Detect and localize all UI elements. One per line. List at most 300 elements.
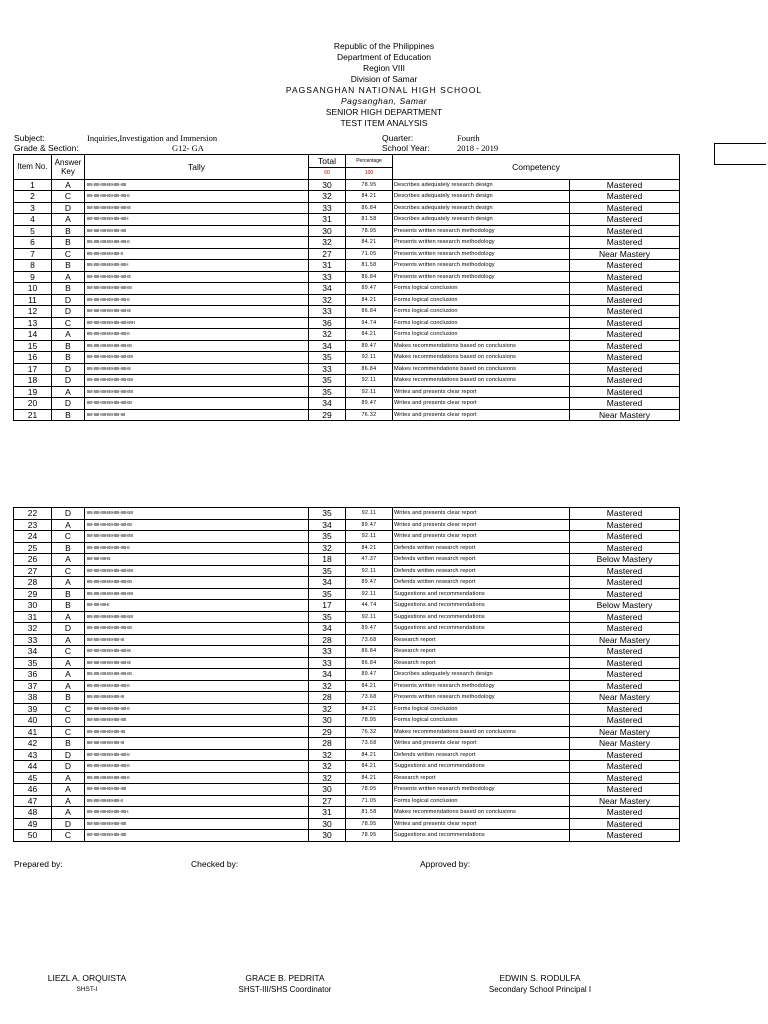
percentage-cell: 86.84 [346, 306, 393, 318]
total-cell: 32 [309, 772, 346, 784]
total-cell: 33 [309, 271, 346, 283]
competency-cell: Research report [393, 634, 570, 646]
competency-cell: Forms logical conclusion [393, 795, 570, 807]
table-row [14, 271, 680, 283]
competency-cell: Writes and presents clear report [393, 519, 570, 531]
item-no-cell: 49 [14, 818, 52, 830]
answer-key-cell: C [52, 317, 85, 329]
table-row [14, 294, 680, 306]
mastery-status-cell: Mastered [570, 761, 680, 773]
mastery-status-cell: Mastered [570, 363, 680, 375]
mastery-status-cell: Below Mastery [570, 554, 680, 566]
header-town: Pagsanghan, Samar [341, 96, 427, 106]
total-cell: 32 [309, 329, 346, 341]
mastery-status-cell: Near Mastery [570, 726, 680, 738]
mastery-status-cell: Near Mastery [570, 409, 680, 421]
item-no-cell: 23 [14, 519, 52, 531]
mastery-status-cell: Mastered [570, 191, 680, 203]
tally-cell: IIIII-IIIII-IIIII-IIIII-IIIII-IIIII-II [85, 680, 309, 692]
competency-cell: Defends written research report [393, 749, 570, 761]
header-school-name: PAGSANGHAN NATIONAL HIGH SCHOOL [285, 85, 483, 95]
total-cell: 32 [309, 761, 346, 773]
table-row [14, 657, 680, 669]
item-no-cell: 27 [14, 565, 52, 577]
percentage-cell: 89.47 [346, 283, 393, 295]
mastery-status-cell: Mastered [570, 329, 680, 341]
total-cell: 29 [309, 409, 346, 421]
competency-cell: Describes adequately research design [393, 202, 570, 214]
table-row [14, 818, 680, 830]
mastery-status-cell: Mastered [570, 784, 680, 796]
answer-key-cell: A [52, 329, 85, 341]
mastery-status-cell: Mastered [570, 340, 680, 352]
answer-key-cell: A [52, 554, 85, 566]
tally-cell: IIIII-IIIII-IIIII-IIIII-IIIII-IIIII-IIIII [85, 375, 309, 387]
mastery-status-cell: Mastered [570, 703, 680, 715]
item-no-cell: 31 [14, 611, 52, 623]
answer-key-cell: C [52, 248, 85, 260]
item-no-cell: 19 [14, 386, 52, 398]
item-no-cell: 37 [14, 680, 52, 692]
table-row [14, 646, 680, 658]
tally-cell: IIIII-IIIII-IIIII-IIIII-IIIII-IIIII-IIII [85, 283, 309, 295]
header-tally: Tally [85, 155, 309, 180]
table-row [14, 306, 680, 318]
total-cell: 35 [309, 531, 346, 543]
answer-key-cell: A [52, 657, 85, 669]
item-no-cell: 30 [14, 600, 52, 612]
item-no-cell: 20 [14, 398, 52, 410]
table-row [14, 634, 680, 646]
table-row [14, 623, 680, 635]
percentage-cell: 89.47 [346, 669, 393, 681]
total-cell: 33 [309, 202, 346, 214]
table-row [14, 565, 680, 577]
mastery-status-cell: Near Mastery [570, 634, 680, 646]
table-row [14, 398, 680, 410]
table-row [14, 329, 680, 341]
percentage-cell: 84.21 [346, 703, 393, 715]
table-row [14, 761, 680, 773]
competency-cell: Writes and presents clear report [393, 398, 570, 410]
item-no-cell: 13 [14, 317, 52, 329]
item-no-cell: 14 [14, 329, 52, 341]
mastery-status-cell: Mastered [570, 306, 680, 318]
school-year-label: School Year: [382, 143, 430, 153]
item-no-cell: 25 [14, 542, 52, 554]
tally-cell: IIIII-IIIII-IIIII-IIIII-IIIII-IIII [85, 726, 309, 738]
total-cell: 30 [309, 225, 346, 237]
approved-by-label: Approved by: [420, 859, 471, 869]
total-cell: 34 [309, 577, 346, 589]
total-cell: 35 [309, 352, 346, 364]
checked-role: SHST-III/SHS Coordinator [238, 985, 332, 994]
mastery-status-cell: Mastered [570, 715, 680, 727]
answer-key-cell: C [52, 565, 85, 577]
competency-cell: Makes recommendations based on conclusions [393, 807, 570, 819]
answer-key-cell: A [52, 179, 85, 191]
total-cell: 30 [309, 830, 346, 842]
answer-key-cell: D [52, 749, 85, 761]
percentage-cell: 92.11 [346, 386, 393, 398]
tally-cell: IIIII-IIIII-IIIII-IIIII-IIIII-IIIII-III [85, 202, 309, 214]
item-no-cell: 33 [14, 634, 52, 646]
competency-cell: Presents written research methodology [393, 784, 570, 796]
percentage-cell: 78.95 [346, 830, 393, 842]
tally-cell: IIIII-IIIII-IIIII-II [85, 600, 309, 612]
tally-cell: IIIII-IIIII-IIIII-IIIII-IIIII-II [85, 795, 309, 807]
table-row [14, 692, 680, 704]
answer-key-cell: D [52, 375, 85, 387]
mastery-status-cell: Mastered [570, 807, 680, 819]
competency-cell: Research report [393, 646, 570, 658]
item-no-cell: 32 [14, 623, 52, 635]
checked-by-label: Checked by: [191, 859, 239, 869]
mastery-status-cell: Near Mastery [570, 692, 680, 704]
mastery-status-cell: Mastered [570, 669, 680, 681]
percentage-cell: 81.58 [346, 214, 393, 226]
answer-key-cell: B [52, 409, 85, 421]
header-region: Region VIII [362, 63, 406, 73]
answer-key-cell: B [52, 283, 85, 295]
table-row [14, 363, 680, 375]
table-row [14, 508, 680, 520]
item-no-cell: 16 [14, 352, 52, 364]
item-no-cell: 45 [14, 772, 52, 784]
school-year-value: 2018 - 2019 [457, 143, 499, 153]
total-cell: 33 [309, 363, 346, 375]
answer-key-cell: C [52, 715, 85, 727]
signer-checked [205, 973, 365, 995]
answer-key-cell: D [52, 363, 85, 375]
answer-key-cell: A [52, 784, 85, 796]
mastery-status-cell: Mastered [570, 386, 680, 398]
total-cell: 31 [309, 214, 346, 226]
total-cell: 27 [309, 248, 346, 260]
percentage-cell: 47.37 [346, 554, 393, 566]
table-row [14, 738, 680, 750]
table-row [14, 680, 680, 692]
table-row [14, 225, 680, 237]
competency-cell: Research report [393, 657, 570, 669]
competency-cell: Defends written research report [393, 554, 570, 566]
tally-cell: IIIII-IIIII-IIIII-IIIII-IIIII-IIIII-I [85, 260, 309, 272]
percentage-cell: 76.32 [346, 726, 393, 738]
tally-cell: IIIII-IIIII-IIIII-IIIII-IIIII-IIIII-IIII [85, 669, 309, 681]
competency-cell: Presents written research methodology [393, 248, 570, 260]
mastery-status-cell: Mastered [570, 352, 680, 364]
item-no-cell: 22 [14, 508, 52, 520]
tally-cell: IIIII-IIIII-IIIII-IIIII-IIIII-IIIII [85, 179, 309, 191]
answer-key-cell: A [52, 611, 85, 623]
item-no-cell: 21 [14, 409, 52, 421]
percentage-cell: 84.21 [346, 680, 393, 692]
percentage-cell: 86.84 [346, 271, 393, 283]
total-cell: 28 [309, 692, 346, 704]
competency-cell: Suggestions and recommendations [393, 600, 570, 612]
mastery-status-cell: Mastered [570, 283, 680, 295]
table-row [14, 807, 680, 819]
competency-cell: Suggestions and recommendations [393, 623, 570, 635]
total-cell: 18 [309, 554, 346, 566]
mastery-status-cell: Mastered [570, 237, 680, 249]
table-row [14, 795, 680, 807]
table-row [14, 554, 680, 566]
item-no-cell: 17 [14, 363, 52, 375]
mastery-status-cell: Mastered [570, 214, 680, 226]
percentage-cell: 94.74 [346, 317, 393, 329]
tally-cell: IIIII-IIIII-IIIII-IIIII-IIIII-IIIII-III [85, 363, 309, 375]
table-row [14, 352, 680, 364]
approved-role: Secondary School Principal I [488, 985, 592, 994]
tally-cell: IIIII-IIIII-IIIII-IIIII-IIIII-IIIII-IIIII [85, 565, 309, 577]
tally-cell: IIIII-IIIII-IIIII-IIIII-IIIII-IIIII [85, 830, 309, 842]
page-title: TEST ITEM ANALYSIS [340, 118, 428, 128]
section-value: G12- GA [172, 143, 204, 153]
competency-cell: Defends written research report [393, 565, 570, 577]
total-cell: 35 [309, 375, 346, 387]
mastery-status-cell: Mastered [570, 818, 680, 830]
total-cell: 32 [309, 542, 346, 554]
percentage-cell: 86.84 [346, 363, 393, 375]
table-row [14, 715, 680, 727]
item-no-cell: 35 [14, 657, 52, 669]
answer-key-cell: A [52, 519, 85, 531]
mastery-status-cell: Mastered [570, 830, 680, 842]
total-cell: 32 [309, 294, 346, 306]
competency-cell: Describes adequately research design [393, 179, 570, 191]
mastery-status-cell: Mastered [570, 179, 680, 191]
table-row [14, 375, 680, 387]
mastery-status-cell: Mastered [570, 294, 680, 306]
tally-cell: IIIII-IIIII-IIIII-IIIII-IIIII-IIIII-IIIII [85, 611, 309, 623]
tally-cell: IIIII-IIIII-IIIII-IIIII-IIIII-IIII [85, 409, 309, 421]
item-no-cell: 38 [14, 692, 52, 704]
tally-cell: IIIII-IIIII-IIIII-IIIII-IIIII-IIIII-I [85, 807, 309, 819]
mastery-status-cell: Mastered [570, 317, 680, 329]
total-cell: 27 [309, 795, 346, 807]
tally-cell: IIIII-IIIII-IIIII-IIIII-IIIII-IIIII-IIII [85, 577, 309, 589]
competency-cell: Describes adequately research design [393, 214, 570, 226]
tally-cell: IIIII-IIIII-IIIII-IIIII-IIIII-IIIII-IIIII-I [85, 317, 309, 329]
item-no-cell: 5 [14, 225, 52, 237]
tally-cell: IIIII-IIIII-IIIII-IIIII-IIIII-IIIII-IIIII [85, 588, 309, 600]
item-no-cell: 12 [14, 306, 52, 318]
approved-name: EDWIN S. RODULFA [499, 973, 581, 983]
competency-cell: Defends written research report [393, 577, 570, 589]
answer-key-cell: A [52, 807, 85, 819]
header-item-no: Item No. [14, 155, 52, 180]
total-cell: 28 [309, 738, 346, 750]
tally-cell: IIIII-IIIII-IIIII-IIIII-IIIII-IIIII-IIII [85, 623, 309, 635]
table-row [14, 772, 680, 784]
item-no-cell: 42 [14, 738, 52, 750]
answer-key-cell: C [52, 531, 85, 543]
answer-key-cell: D [52, 306, 85, 318]
percentage-cell: 92.11 [346, 508, 393, 520]
table-row [14, 260, 680, 272]
mastery-status-cell: Mastered [570, 772, 680, 784]
answer-key-cell: D [52, 761, 85, 773]
subject-label: Subject: [14, 133, 45, 143]
answer-key-cell: A [52, 386, 85, 398]
item-no-cell: 6 [14, 237, 52, 249]
tally-cell: IIIII-IIIII-IIIII-IIIII-IIIII-IIIII-IIIII [85, 386, 309, 398]
total-cell: 34 [309, 283, 346, 295]
item-no-cell: 36 [14, 669, 52, 681]
total-cell: 30 [309, 715, 346, 727]
percentage-cell: 73.68 [346, 634, 393, 646]
item-no-cell: 39 [14, 703, 52, 715]
percentage-cell: 84.21 [346, 329, 393, 341]
percentage-cell: 86.84 [346, 646, 393, 658]
item-no-cell: 24 [14, 531, 52, 543]
percentage-cell: 73.68 [346, 738, 393, 750]
tally-cell: IIIII-IIIII-IIIII-IIIII-IIIII-IIIII-IIIII [85, 352, 309, 364]
competency-cell: Makes recommendations based on conclusions [393, 375, 570, 387]
tally-cell: IIIII-IIIII-IIIII-IIIII-IIIII-III [85, 634, 309, 646]
table-row [14, 283, 680, 295]
item-no-cell: 11 [14, 294, 52, 306]
mastery-status-cell: Mastered [570, 508, 680, 520]
total-cell: 34 [309, 669, 346, 681]
competency-cell: Forms logical conclusion [393, 317, 570, 329]
mastery-status-cell: Mastered [570, 375, 680, 387]
mastery-status-cell: Mastered [570, 588, 680, 600]
tally-cell: IIIII-IIIII-IIIII-IIIII-IIIII-IIIII-II [85, 237, 309, 249]
item-no-cell: 40 [14, 715, 52, 727]
mastery-status-cell: Mastered [570, 646, 680, 658]
total-cell: 31 [309, 807, 346, 819]
answer-key-cell: D [52, 508, 85, 520]
table-row [14, 519, 680, 531]
table-row [14, 600, 680, 612]
percentage-cell: 86.84 [346, 202, 393, 214]
table-row [14, 588, 680, 600]
competency-cell: Research report [393, 772, 570, 784]
tally-cell: IIIII-IIIII-IIIII-IIIII-IIIII-IIIII [85, 818, 309, 830]
total-cell: 34 [309, 519, 346, 531]
item-no-cell: 2 [14, 191, 52, 203]
percentage-cell: 84.21 [346, 761, 393, 773]
competency-cell: Describes adequately research design [393, 669, 570, 681]
mastery-status-cell: Mastered [570, 542, 680, 554]
tally-cell: IIIII-IIIII-IIIII-III [85, 554, 309, 566]
total-cell: 31 [309, 260, 346, 272]
table-row [14, 784, 680, 796]
tally-cell: IIIII-IIIII-IIIII-IIIII-IIIII-IIIII [85, 715, 309, 727]
mastery-status-cell: Below Mastery [570, 600, 680, 612]
percentage-cell: 78.95 [346, 784, 393, 796]
table-row [14, 317, 680, 329]
table-row [14, 214, 680, 226]
side-box [714, 143, 766, 165]
answer-key-cell: B [52, 260, 85, 272]
percentage-cell: 92.11 [346, 565, 393, 577]
tally-cell: IIIII-IIIII-IIIII-IIIII-IIIII-IIIII-II [85, 542, 309, 554]
competency-cell: Defends written research report [393, 542, 570, 554]
header-total: Total [309, 155, 346, 168]
quarter-label: Quarter: [382, 133, 414, 143]
percentage-cell: 92.11 [346, 588, 393, 600]
total-cell: 36 [309, 317, 346, 329]
table-row [14, 542, 680, 554]
percentage-cell: 92.11 [346, 352, 393, 364]
table-row [14, 830, 680, 842]
mastery-status-cell: Mastered [570, 611, 680, 623]
total-cell: 35 [309, 588, 346, 600]
table-row [14, 409, 680, 421]
answer-key-cell: A [52, 680, 85, 692]
competency-cell: Presents written research methodology [393, 225, 570, 237]
competency-cell: Forms logical conclusion [393, 306, 570, 318]
total-cell: 32 [309, 680, 346, 692]
answer-key-cell: C [52, 726, 85, 738]
percentage-cell: 73.68 [346, 692, 393, 704]
item-no-cell: 50 [14, 830, 52, 842]
answer-key-cell: B [52, 600, 85, 612]
table-row [14, 669, 680, 681]
item-no-cell: 1 [14, 179, 52, 191]
tally-cell: IIIII-IIIII-IIIII-IIIII-IIIII-III [85, 692, 309, 704]
tally-cell: IIIII-IIIII-IIIII-IIIII-IIIII-IIIII-II [85, 772, 309, 784]
tally-cell: IIIII-IIIII-IIIII-IIIII-IIIII-IIIII-II [85, 761, 309, 773]
item-analysis-table-1 [13, 154, 680, 421]
answer-key-cell: C [52, 191, 85, 203]
item-no-cell: 48 [14, 807, 52, 819]
percentage-cell: 78.95 [346, 715, 393, 727]
answer-key-cell: D [52, 398, 85, 410]
tally-cell: IIIII-IIIII-IIIII-IIIII-IIIII-IIIII-II [85, 329, 309, 341]
total-cell: 34 [309, 623, 346, 635]
tally-cell: IIIII-IIIII-IIIII-IIIII-IIIII-IIIII-IIII [85, 519, 309, 531]
competency-cell: Writes and presents clear report [393, 409, 570, 421]
competency-cell: Writes and presents clear report [393, 386, 570, 398]
item-no-cell: 26 [14, 554, 52, 566]
header-division: Division of Samar [350, 74, 418, 84]
table-row [14, 726, 680, 738]
competency-cell: Writes and presents clear report [393, 738, 570, 750]
total-cell: 34 [309, 340, 346, 352]
checked-name: GRACE B. PEDRITA [245, 973, 325, 983]
item-no-cell: 9 [14, 271, 52, 283]
total-cell: 35 [309, 386, 346, 398]
percentage-cell: 76.32 [346, 409, 393, 421]
item-no-cell: 15 [14, 340, 52, 352]
prepared-name: LIEZL A. ORQUISTA [47, 973, 127, 983]
item-no-cell: 46 [14, 784, 52, 796]
answer-key-cell: C [52, 703, 85, 715]
competency-cell: Makes recommendations based on conclusions [393, 352, 570, 364]
answer-key-cell: A [52, 669, 85, 681]
mastery-status-cell: Mastered [570, 398, 680, 410]
competency-cell: Presents written research methodology [393, 692, 570, 704]
mastery-status-cell: Near Mastery [570, 248, 680, 260]
percentage-cell: 84.21 [346, 749, 393, 761]
total-cell: 33 [309, 306, 346, 318]
header-competency: Competency [393, 155, 680, 180]
tally-cell: IIIII-IIIII-IIIII-IIIII-IIIII-III [85, 738, 309, 750]
table-row [14, 202, 680, 214]
tally-cell: IIIII-IIIII-IIIII-IIIII-IIIII-IIIII [85, 225, 309, 237]
competency-cell: Suggestions and recommendations [393, 611, 570, 623]
tally-cell: IIIII-IIIII-IIIII-IIIII-IIIII-IIIII-II [85, 294, 309, 306]
document-header [0, 41, 768, 129]
answer-key-cell: B [52, 225, 85, 237]
percentage-cell: 84.21 [346, 772, 393, 784]
item-no-cell: 47 [14, 795, 52, 807]
tally-cell: IIIII-IIIII-IIIII-IIIII-IIIII-IIIII-IIII [85, 398, 309, 410]
